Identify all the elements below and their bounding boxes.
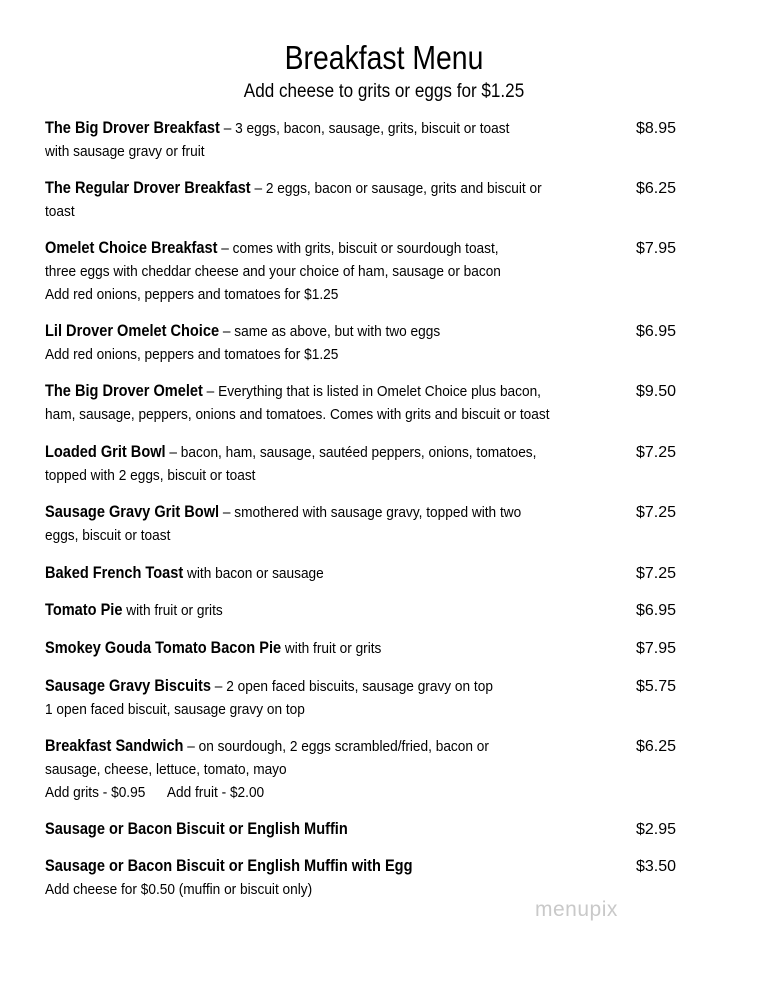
item-name: Breakfast Sandwich: [45, 737, 184, 755]
menu-item: [45, 818, 685, 841]
item-detail: with sausage gravy or fruit: [45, 143, 205, 160]
item-description: [45, 637, 574, 660]
item-price: $5.75: [636, 678, 677, 695]
item-detail: smothered with sausage gravy, topped with two: [234, 504, 522, 521]
item-addon: Add red onions, peppers and tomatoes for $1.25: [45, 286, 339, 303]
item-price: $7.25: [636, 444, 677, 461]
item-name: Sausage Gravy Biscuits: [45, 677, 212, 695]
item-name: The Regular Drover Breakfast: [45, 179, 251, 197]
page-subtitle: Add cheese to grits or eggs for $1.25: [243, 81, 525, 102]
menu-item: [45, 675, 685, 721]
item-price: $2.95: [636, 821, 677, 838]
item-separator: –: [202, 383, 219, 400]
item-price: $7.95: [636, 640, 677, 657]
menu-item: [45, 237, 685, 306]
item-price: $7.95: [636, 240, 677, 257]
item-price: $7.25: [636, 504, 677, 521]
item-addon: Add grits - $0.95: [45, 784, 146, 801]
item-name: Smokey Gouda Tomato Bacon Pie: [45, 639, 282, 657]
item-description: [45, 675, 574, 721]
item-price: $6.25: [636, 738, 677, 755]
item-price: $6.95: [636, 602, 677, 619]
item-name: Loaded Grit Bowl: [45, 443, 166, 461]
item-addons: [45, 781, 574, 804]
item-detail: same as above, but with two eggs: [234, 323, 441, 340]
item-description: [45, 855, 574, 901]
item-detail: 2 open faced biscuits, sausage gravy on top: [226, 678, 493, 695]
item-price: $8.95: [636, 120, 677, 137]
item-detail: 2 eggs, bacon or sausage, grits and biscuit or: [265, 180, 542, 197]
item-detail: topped with 2 eggs, biscuit or toast: [45, 467, 256, 484]
menu-item: [45, 320, 685, 366]
item-addon: Add cheese for $0.50 (muffin or biscuit only): [45, 881, 313, 898]
item-separator: –: [219, 120, 236, 137]
item-description: [45, 818, 574, 841]
item-name: Sausage or Bacon Biscuit or English Muffin: [45, 820, 348, 838]
item-detail: ham, sausage, peppers, onions and tomatoes. Comes with grits and biscuit or toast: [45, 406, 550, 423]
item-separator: –: [165, 444, 181, 461]
item-description: [45, 599, 574, 622]
item-detail: 1 open faced biscuit, sausage gravy on top: [45, 701, 305, 718]
item-addon: Add fruit - $2.00: [166, 784, 265, 801]
item-detail: toast: [45, 203, 75, 220]
item-detail: on sourdough, 2 eggs scrambled/fried, bacon or: [198, 738, 489, 755]
item-description: [45, 501, 574, 547]
item-separator: –: [211, 678, 227, 695]
watermark-logo: menupix: [535, 898, 618, 921]
item-name: Omelet Choice Breakfast: [45, 239, 218, 257]
item-price: $9.50: [636, 383, 677, 400]
menu-item: [45, 380, 685, 426]
menu-item: [45, 501, 685, 547]
menu-item: [45, 637, 685, 660]
item-price: $3.50: [636, 858, 677, 875]
item-separator: –: [219, 323, 235, 340]
item-detail: bacon, ham, sausage, sautéed peppers, onions, tomatoes,: [180, 444, 537, 461]
item-separator: –: [219, 504, 235, 521]
item-description: [45, 237, 574, 306]
item-description: [45, 441, 574, 487]
item-price: $7.25: [636, 565, 677, 582]
item-detail: sausage, cheese, lettuce, tomato, mayo: [45, 761, 287, 778]
item-description: [45, 380, 574, 426]
item-detail: Everything that is listed in Omelet Choice plus bacon,: [218, 383, 541, 400]
item-name: The Big Drover Omelet: [45, 382, 203, 400]
menu-item: [45, 735, 685, 804]
item-detail: eggs, biscuit or toast: [45, 527, 171, 544]
item-detail: comes with grits, biscuit or sourdough toast,: [232, 240, 499, 257]
item-price: $6.95: [636, 323, 677, 340]
item-name: Sausage or Bacon Biscuit or English Muffin with Egg: [45, 857, 413, 875]
item-name: Lil Drover Omelet Choice: [45, 322, 220, 340]
item-detail: with fruit or grits: [284, 640, 382, 657]
menu-item: [45, 117, 685, 163]
item-description: [45, 562, 574, 585]
menu-item: [45, 177, 685, 223]
item-detail: with fruit or grits: [126, 602, 223, 619]
item-separator: –: [217, 240, 233, 257]
item-description: [45, 320, 574, 366]
item-detail: three eggs with cheddar cheese and your choice of ham, sausage or bacon: [45, 263, 501, 280]
menu-item: [45, 855, 685, 901]
page-title: Breakfast Menu: [284, 39, 484, 76]
item-name: Tomato Pie: [45, 601, 123, 619]
menu-item: [45, 599, 685, 622]
item-detail: 3 eggs, bacon, sausage, grits, biscuit or toast: [235, 120, 510, 137]
item-description: [45, 117, 574, 163]
item-description: [45, 177, 574, 223]
item-separator: –: [250, 180, 266, 197]
item-addon: Add red onions, peppers and tomatoes for $1.25: [45, 346, 339, 363]
item-separator: –: [183, 738, 199, 755]
item-name: The Big Drover Breakfast: [45, 119, 220, 137]
item-name: Baked French Toast: [45, 564, 184, 582]
item-name: Sausage Gravy Grit Bowl: [45, 503, 220, 521]
menu-item: [45, 562, 685, 585]
item-detail: with bacon or sausage: [186, 565, 324, 582]
item-price: $6.25: [636, 180, 677, 197]
menu-item: [45, 441, 685, 487]
item-description: [45, 735, 574, 804]
